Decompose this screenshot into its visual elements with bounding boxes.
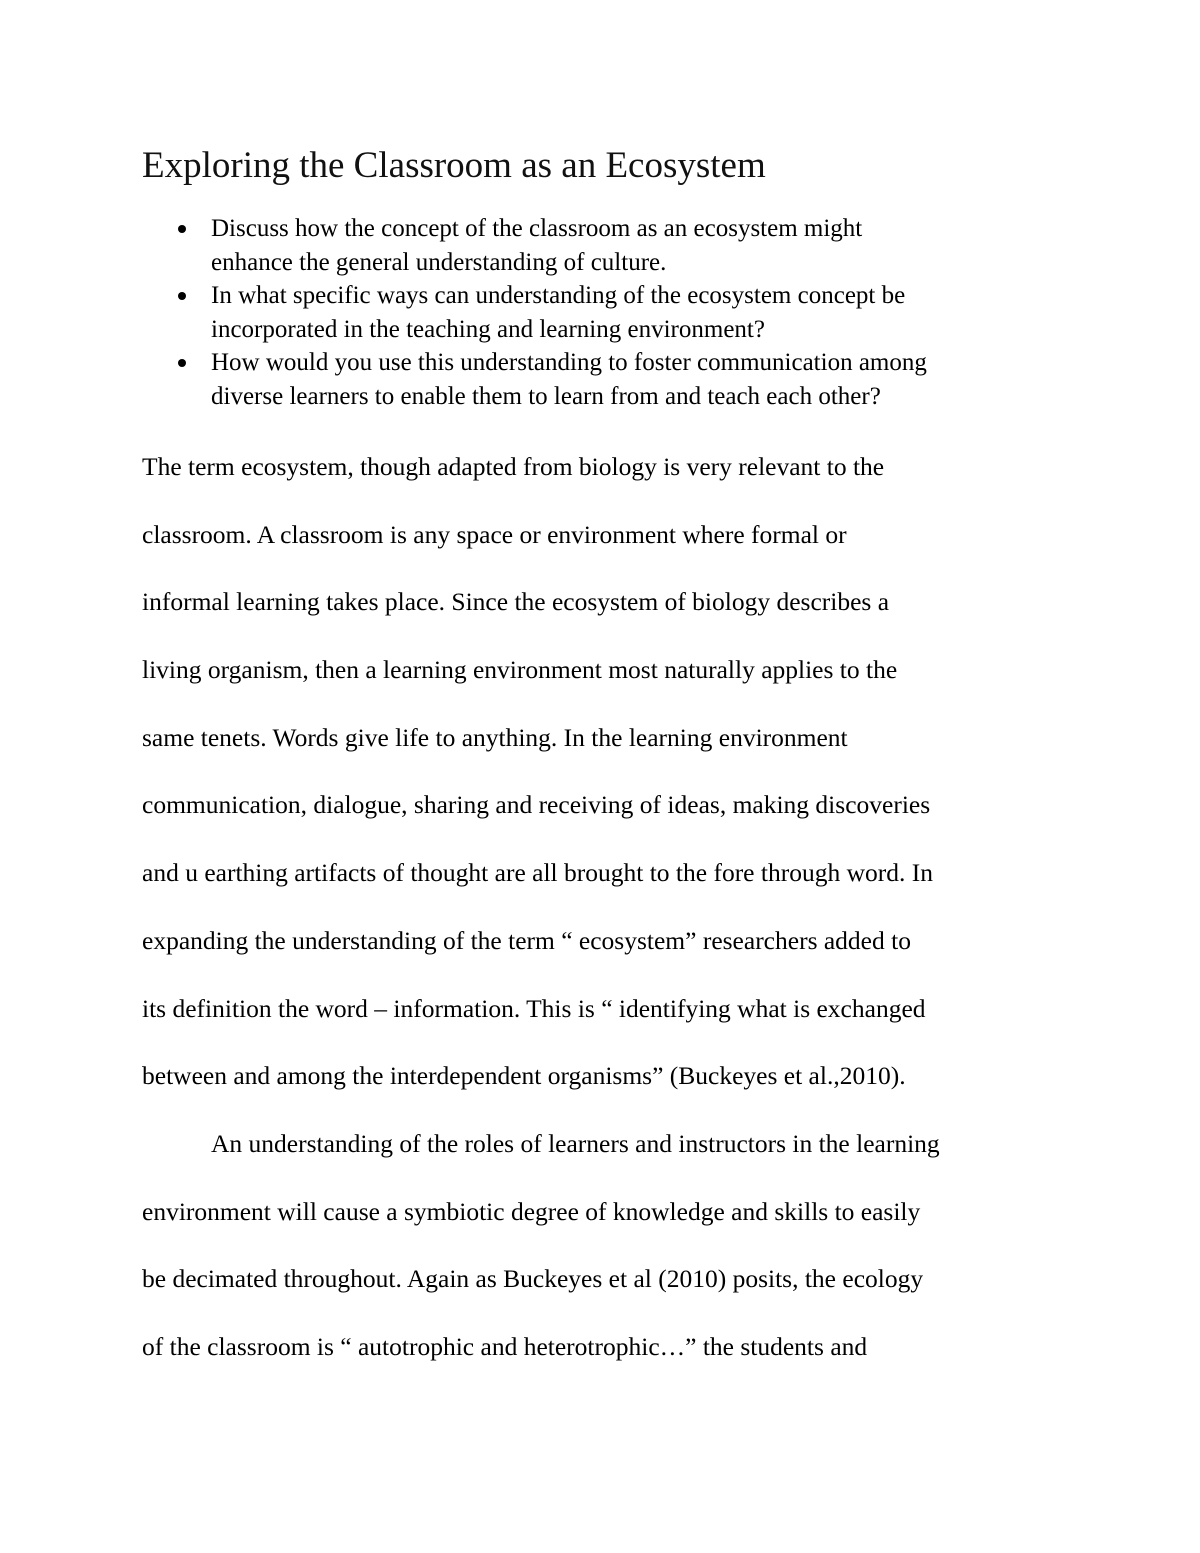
question-item <box>142 279 1082 346</box>
question-line: incorporated in the teaching and learning environment? <box>211 315 765 343</box>
question-line: Discuss how the concept of the classroom as an ecosystem might <box>211 215 863 242</box>
question-line: In what specific ways can understanding of the ecosystem concept be <box>211 282 906 309</box>
document-title: Exploring the Classroom as an Ecosystem <box>142 145 766 186</box>
question-line: diverse learners to enable them to learn from and teach each other? <box>211 382 881 410</box>
bullet-icon <box>178 225 186 233</box>
body-line: and u earthing artifacts of thought are all brought to the fore through word. In <box>142 858 933 888</box>
bullet-icon <box>178 292 186 300</box>
body-line: classroom. A classroom is any space or environment where formal or <box>142 519 847 549</box>
body-line: expanding the understanding of the term “ ecosystem” researchers added to <box>142 925 911 955</box>
body-line: environment will cause a symbiotic degree of knowledge and skills to easily <box>142 1196 921 1226</box>
body-line: The term ecosystem, though adapted from biology is very relevant to the <box>142 452 885 481</box>
body-line: living organism, then a learning environment most naturally applies to the <box>142 655 898 685</box>
question-line: How would you use this understanding to foster communication among <box>211 349 927 376</box>
bullet-icon <box>178 359 186 367</box>
body-line: of the classroom is “ autotrophic and heterotrophic…” the students and <box>142 1331 868 1361</box>
body-line: informal learning takes place. Since the ecosystem of biology describes a <box>142 587 890 617</box>
body-line: communication, dialogue, sharing and receiving of ideas, making discoveries <box>142 790 931 820</box>
body-line: between and among the interdependent organisms” (Buckeyes et al.,2010). <box>142 1061 906 1091</box>
question-list <box>142 212 1082 413</box>
question-item <box>142 346 1082 413</box>
body-line: An understanding of the roles of learners and instructors in the learning <box>211 1128 940 1158</box>
body-text <box>142 447 1072 1395</box>
question-line: enhance the general understanding of culture. <box>211 248 667 276</box>
body-line: be decimated throughout. Again as Buckeyes et al (2010) posits, the ecology <box>142 1264 924 1294</box>
question-item <box>142 212 1082 279</box>
body-line: same tenets. Words give life to anything. In the learning environment <box>142 722 848 752</box>
body-line: its definition the word – information. This is “ identifying what is exchanged <box>142 993 926 1023</box>
